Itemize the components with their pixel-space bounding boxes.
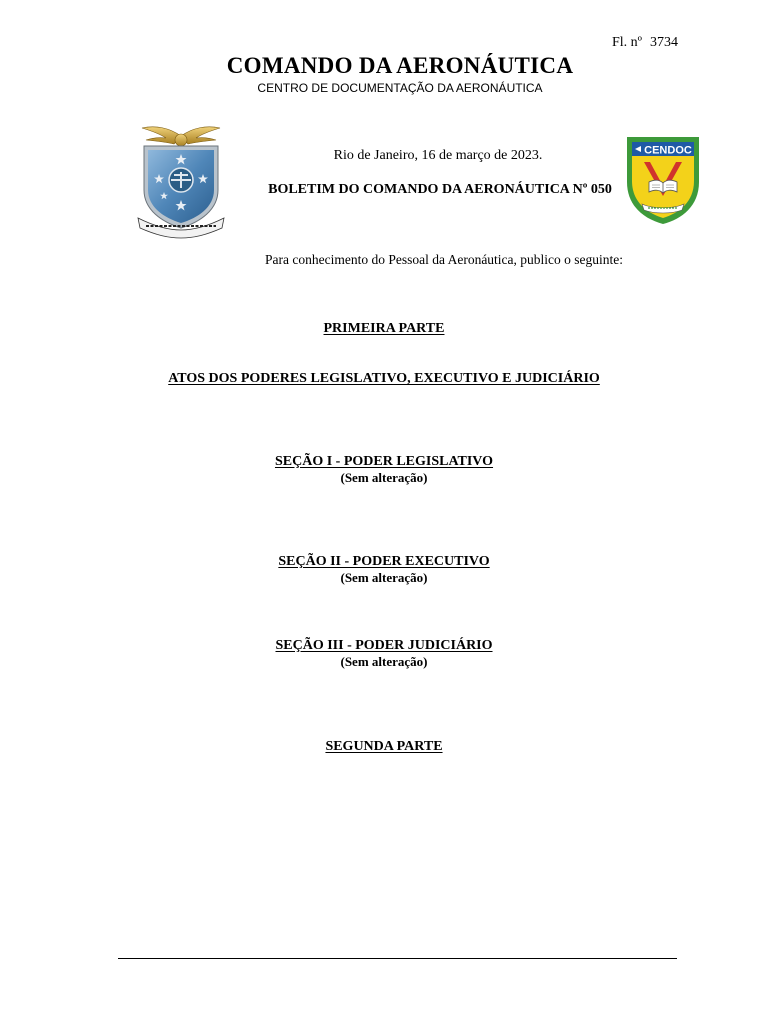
folio-label: Fl. nº (612, 35, 643, 50)
section-three-note-text: (Sem alteração) (340, 654, 428, 669)
air-force-coat-of-arms-icon (134, 122, 228, 240)
part-one-heading-text: PRIMEIRA PARTE (323, 321, 445, 336)
section-two-heading (0, 552, 768, 570)
acts-heading (0, 369, 768, 387)
section-one-heading-text: SEÇÃO I - PODER LEGISLATIVO (274, 454, 494, 469)
section-three-heading-text: SEÇÃO III - PODER JUDICIÁRIO (275, 638, 493, 653)
date-line: Rio de Janeiro, 16 de março de 2023. (333, 148, 543, 163)
acts-heading-text: ATOS DOS PODERES LEGISLATIVO, EXECUTIVO E JUDICIÁRIO (168, 371, 600, 386)
intro-text: Para conhecimento do Pessoal da Aeronáutica, publico o seguinte: (265, 252, 624, 267)
part-two-heading-text: SEGUNDA PARTE (325, 739, 443, 754)
section-one-note-text: (Sem alteração) (340, 470, 428, 485)
section-two-heading-text: SEÇÃO II - PODER EXECUTIVO (278, 554, 490, 569)
bottom-divider (118, 958, 677, 959)
bulletin-title: BOLETIM DO COMANDO DA AERONÁUTICA Nº 050 (268, 182, 612, 197)
part-two-heading (0, 737, 768, 755)
section-three-note (0, 653, 768, 671)
organization-subtitle: CENTRO DE DOCUMENTAÇÃO DA AERONÁUTICA (257, 81, 543, 95)
folio-number (612, 35, 678, 51)
organization-title: COMANDO DA AERONÁUTICA (226, 53, 574, 78)
section-one-heading (0, 452, 768, 470)
section-three-heading (0, 636, 768, 654)
section-two-note (0, 569, 768, 587)
cendoc-shield-icon (624, 134, 702, 226)
part-one-heading (0, 319, 768, 337)
folio-value: 3734 (650, 35, 679, 50)
section-one-note (0, 469, 768, 487)
cendoc-label: CENDOC (644, 144, 692, 157)
section-two-note-text: (Sem alteração) (340, 570, 428, 585)
